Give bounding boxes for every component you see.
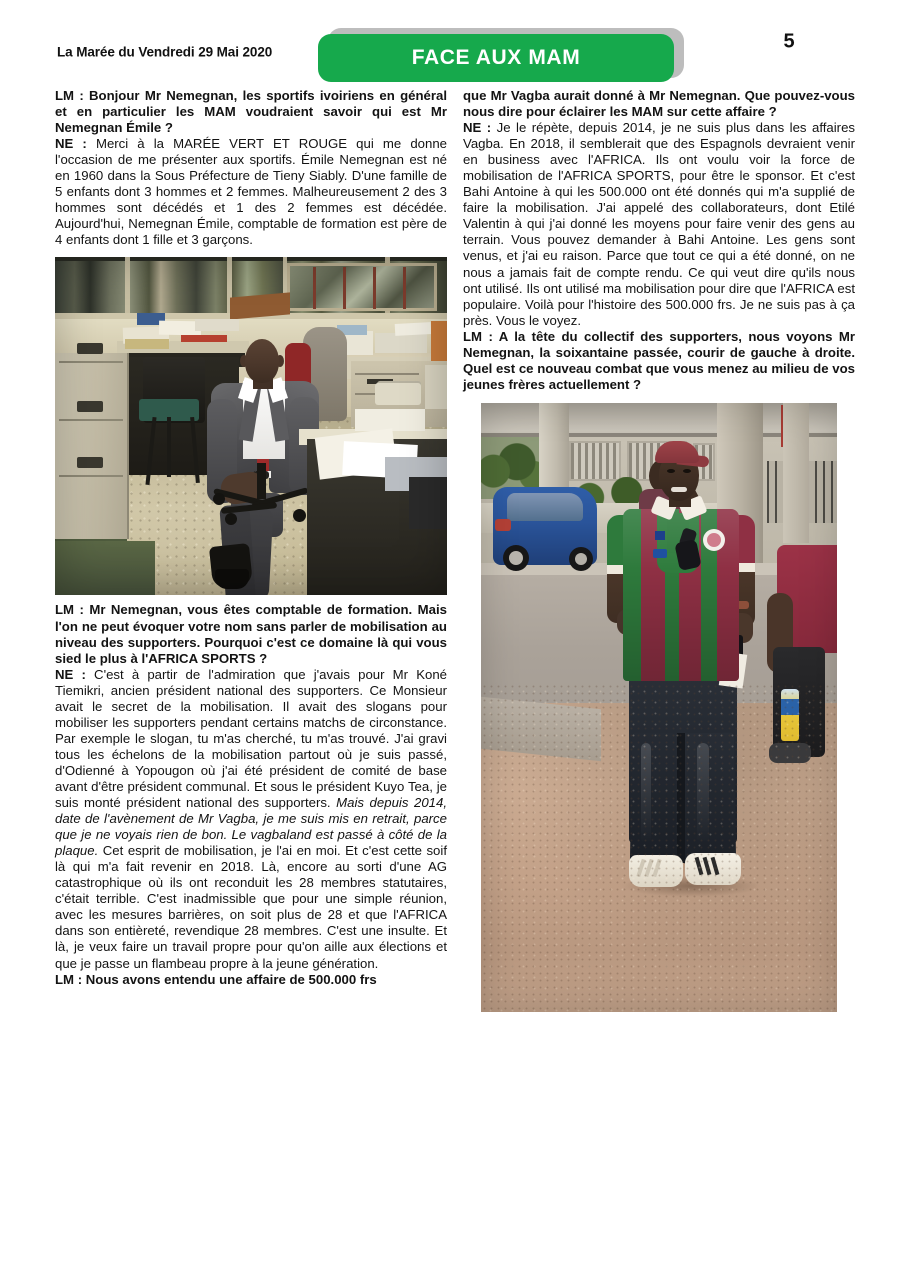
photo-nemegnan-supporter	[463, 401, 855, 1018]
photo-nemegnan-office	[55, 257, 447, 595]
answer-3	[463, 120, 855, 329]
section-banner	[318, 28, 684, 82]
question-1: LM : Bonjour Mr Nemegnan, les sportifs ivoiriens en général et en particulier les MAM voudraient savoir qui est Mr Nemegnan Émile ?	[55, 88, 447, 136]
page-header	[0, 0, 913, 84]
question-3-continued: que Mr Vagba aurait donné à Mr Nemegnan. Que pouvez-vous nous dire pour éclairer les MAM sur cette affaire ?	[463, 88, 855, 120]
banner-plate	[318, 34, 674, 82]
photo2-image-area	[481, 403, 837, 1012]
answer-3-text: Je le répète, depuis 2014, je ne suis plus dans les affaires Vagba. En 2018, il semblerait que des Espagnols devraient venir en business avec l'AFRICA. Ils ont voulu voir la force de mobilisation de l'AFRICA SPORTS, pour être le sponsor. Et c'est Bahi Antoine à qui les 500.000 ont été donnés qui m'a supplié de faire la mobilisation. J'ai appelé des collaborateurs, dont Etilé Valentin à qui j'ai donné les moyens pour faire venir des gens au terrain. Vous pouvez demander à Bahi Antoine. Les gens sont venus, et j'ai eu raison. Parce que tout ce qui a été donné, on ne nous a jamais fait de compte rendu. Ce qui veut dire qu'ils nous ont utilisé. Ils ont utilisé ma mobilisation pour dire que l'AFRICA est populaire. Voilà pour l'histoire des 500.000 frs. Je ne suis pas à ça près. Vous le voyez.	[463, 120, 855, 328]
masthead-title: La Marée du Vendredi 29 Mai 2020	[57, 44, 273, 60]
left-column	[55, 88, 447, 988]
answer-2	[55, 667, 447, 972]
question-4: LM : A la tête du collectif des supporters, nous voyons Mr Nemegnan, la soixantaine passée, courir de gauche à droite. Quel est ce nouveau combat que vous menez au milieu de vos jeunes frères actuellement ?	[463, 328, 855, 392]
answer-1	[55, 136, 447, 248]
photo2-vignette	[481, 403, 837, 1012]
page-number: 5	[783, 30, 795, 53]
question-2: LM : Mr Nemegnan, vous êtes comptable de formation. Mais l'on ne peut évoquer votre nom sans parler de mobilisation au niveau des supporters. Pourquoi c'est ce domaine là qui vous sied le plus à l'AFRICA SPORTS ?	[55, 602, 447, 666]
answer-2-text-part2: Cet esprit de mobilisation, je l'ai en moi. Et c'est cette soif là qui m'a fait revenir en 2018. Là, encore au sorti d'une AG catastrophique où ils ont reconduit les 28 membres statutaires, c'était terrible. C'est inadmissible que pour une simple réunion, avec les mesures barrières, on soit plus de 28 et que l'AFRICA dans son entièreté, revendique 28 membres. C'est une insulte. Et là, je veux faire un travail propre pour qu'on aille aux élections et que je passe un flambeau propre à la jeune génération.	[55, 843, 447, 971]
answer-2-italic: Mais depuis 2014, date de l'avènement de Mr Vagba, je me suis mis en retrait, parce que je ne voyais rien de bon. Le vagbaland est passé à côté de la plaque.	[55, 795, 447, 859]
answer-2-text-part1: C'est à partir de l'admiration que j'avais pour Mr Koné Tiemikri, ancien président national des supporters. Ce Monsieur avait le secret de la mobilisation. Il avait des slogans pour mobiliser les supporters pendant certains matchs de circonstance. Par exemple le slogan, tu m'as cherché, tu m'as trouvé. J'ai gravi tous les échelons de la mobilisation partout où je suis passé, d'Odienné à Yopougon où j'ai été président de comité de base avant d'être président communal. Et sous le président Kuyo Tea, je suis monté président national des supporters.	[55, 666, 448, 811]
banner-title: FACE AUX MAM	[411, 46, 581, 69]
answer-2-lead: NE :	[55, 666, 95, 682]
answer-1-text: Merci à la MARÉE VERT ET ROUGE qui me donne l'occasion de me présenter aux sportifs. Émile Nemegnan est né en 1960 dans la Sous Préfecture de Tieny Siably. D'une famille de 5 enfants dont 3 hommes et 2 femmes. Malheureusement 2 des 3 hommes sont décédés et 1 des 2 femmes est décédée. Aujourd'hui, Nemegnan Émile, comptable de formation est père de 4 enfants dont 1 fille et 3 garçons.	[55, 136, 447, 248]
right-column	[463, 88, 855, 1018]
answer-3-lead: NE :	[463, 120, 497, 136]
answer-1-lead: NE :	[55, 136, 96, 152]
photo1-vignette	[55, 257, 447, 595]
question-3-start: LM : Nous avons entendu une affaire de 500.000 frs	[55, 971, 377, 987]
